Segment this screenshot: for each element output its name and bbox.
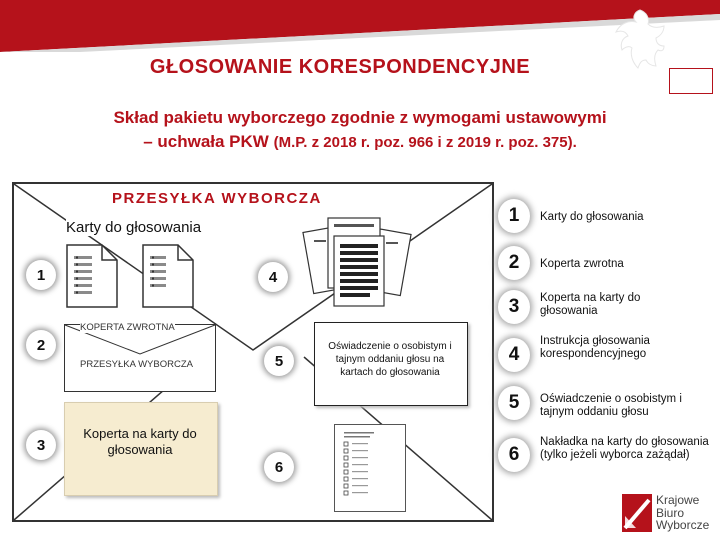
- subtitle-line-1: Skład pakietu wyborczego zgodnie z wymogami ustawowymi: [113, 108, 607, 127]
- legend-number-3: 3: [498, 290, 530, 324]
- kbw-logo-line-1: Krajowe: [656, 493, 700, 507]
- ballot-card-icon: [66, 244, 118, 308]
- number-badge-2: 2: [26, 330, 56, 360]
- ballot-overlay-icon: [334, 424, 406, 512]
- subtitle-reference: (M.P. z 2018 r. poz. 966 i z 2019 r. poz. 375).: [273, 134, 577, 151]
- legend-label-6: Nakładka na karty do głosowania (tylko jeżeli wyborca zażądał): [540, 436, 709, 461]
- kbw-logo-line-3: Wyborcze: [656, 518, 710, 532]
- number-badge-3: 3: [26, 430, 56, 460]
- ballot-card-icon: [142, 244, 194, 308]
- legend-label-5: Oświadczenie o osobistym i tajnym oddaniu głosu: [540, 393, 682, 418]
- subtitle-line-2: [40, 130, 680, 155]
- number-badge-6: 6: [264, 452, 294, 482]
- page-title: GŁOSOWANIE KORESPONDENCYJNE: [149, 56, 531, 78]
- ballot-envelope-label: Koperta na karty do głosowania: [83, 426, 197, 457]
- legend-label-1: Karty do głosowania: [540, 211, 644, 223]
- page-subtitle: [40, 106, 680, 155]
- instruction-documents-icon: [302, 214, 412, 314]
- legend-number-6: 6: [498, 438, 530, 472]
- return-envelope-lines: [64, 324, 216, 392]
- return-envelope-label: KOPERTA ZWROTNA: [80, 322, 175, 333]
- kbw-logo-icon: [622, 494, 652, 532]
- kbw-logo-line-2: Biuro: [656, 505, 685, 520]
- envelope-label-wrap: [108, 190, 326, 208]
- subtitle-main: – uchwała PKW: [143, 132, 269, 151]
- legend-label-4: Instrukcja głosowania korespondencyjnego: [540, 335, 650, 360]
- legend-number-2: 2: [498, 246, 530, 280]
- envelope-label: PRZESYŁKA WYBORCZA: [112, 190, 322, 207]
- inner-parcel-label: PRZESYŁKA WYBORCZA: [80, 359, 193, 370]
- number-badge-1: 1: [26, 260, 56, 290]
- legend-number-1: 1: [498, 199, 530, 233]
- declaration-text: Oświadczenie o osobistym i tajnym oddaniu głosu na kartach do głosowania: [328, 341, 452, 378]
- legend-label-2: Koperta zwrotna: [540, 258, 624, 270]
- legend-label-3: Koperta na karty do głosowania: [540, 292, 641, 317]
- legend-number-4: 4: [498, 338, 530, 372]
- cards-label: Karty do głosowania: [66, 219, 202, 236]
- number-badge-4: 4: [258, 262, 288, 292]
- legend-number-5: 5: [498, 386, 530, 420]
- number-badge-5: 5: [264, 346, 294, 376]
- kbw-logo-text: [656, 494, 709, 532]
